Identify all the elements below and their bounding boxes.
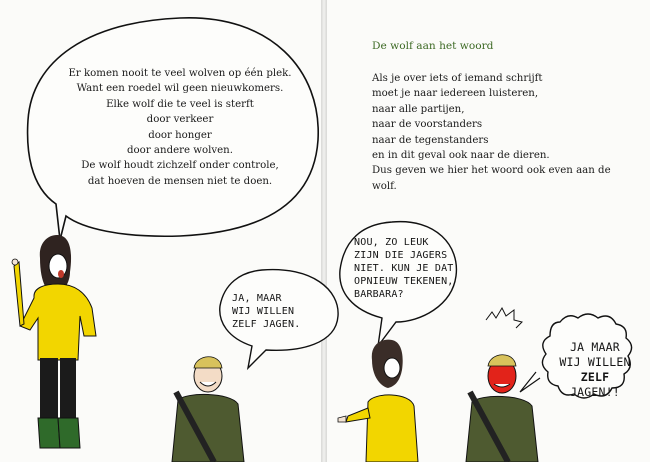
speech-line: dat hoeven de mensen niet te doen. — [87, 175, 273, 187]
speech-line: De wolf houdt zichzelf onder controle, — [81, 160, 279, 172]
hunter-speech-line: WIJ WILLEN — [232, 306, 295, 317]
speech-line: door andere wolven. — [127, 145, 233, 157]
speech-line: door verkeer — [146, 114, 214, 126]
woman-speech-line: ZIJN DIE JAGERS — [354, 250, 448, 261]
intro-line: wolf. — [372, 180, 397, 192]
angry-speech-line: WIJ WILLEN — [559, 355, 631, 369]
intro-line: naar de voorstanders — [372, 119, 483, 131]
woman-figure-right — [338, 340, 418, 462]
intro-line: Als je over iets of iemand schrijft — [372, 73, 543, 84]
intro-line: moet je naar iedereen luisteren, — [372, 88, 539, 100]
hunter-speech-text — [232, 292, 300, 331]
hunter-speech-line: JA, MAAR — [232, 293, 282, 304]
hunter-speech-line: ZELF JAGEN. — [232, 319, 301, 330]
hunter-figure-left — [172, 357, 244, 462]
intro-paragraph — [372, 71, 612, 194]
angry-speech-line: ZELF — [580, 370, 610, 384]
wolf-speech-text — [50, 66, 310, 189]
angry-speech-line: JAGEN!! — [570, 385, 620, 399]
woman-speech-line: BARBARA? — [354, 289, 404, 300]
angry-hunter-speech-text — [556, 340, 634, 400]
woman-speech-line: NIET. KUN JE DAT — [354, 263, 454, 274]
intro-line: en in dit geval ook naar de dieren. — [372, 150, 550, 162]
angry-speech-line: JA MAAR — [570, 340, 620, 354]
section-heading: De wolf aan het woord — [372, 40, 494, 52]
woman-speech-line: OPNIEUW TEKENEN, — [354, 276, 454, 287]
intro-line: naar de tegenstanders — [372, 134, 489, 146]
woman-speech-line: NOU, ZO LEUK — [354, 237, 429, 248]
intro-line: Dus geven we hier het woord ook even aan de — [372, 165, 611, 177]
speech-line: Er komen nooit te veel wolven op één plek. — [68, 68, 292, 79]
speech-line: door honger — [148, 129, 212, 141]
woman-speech-text — [354, 236, 454, 301]
woman-figure-left — [12, 235, 96, 448]
speech-line: Want een roedel wil geen nieuwkomers. — [76, 83, 284, 95]
speech-line: Elke wolf die te veel is sterft — [106, 98, 254, 110]
intro-line: naar alle partijen, — [372, 103, 465, 115]
